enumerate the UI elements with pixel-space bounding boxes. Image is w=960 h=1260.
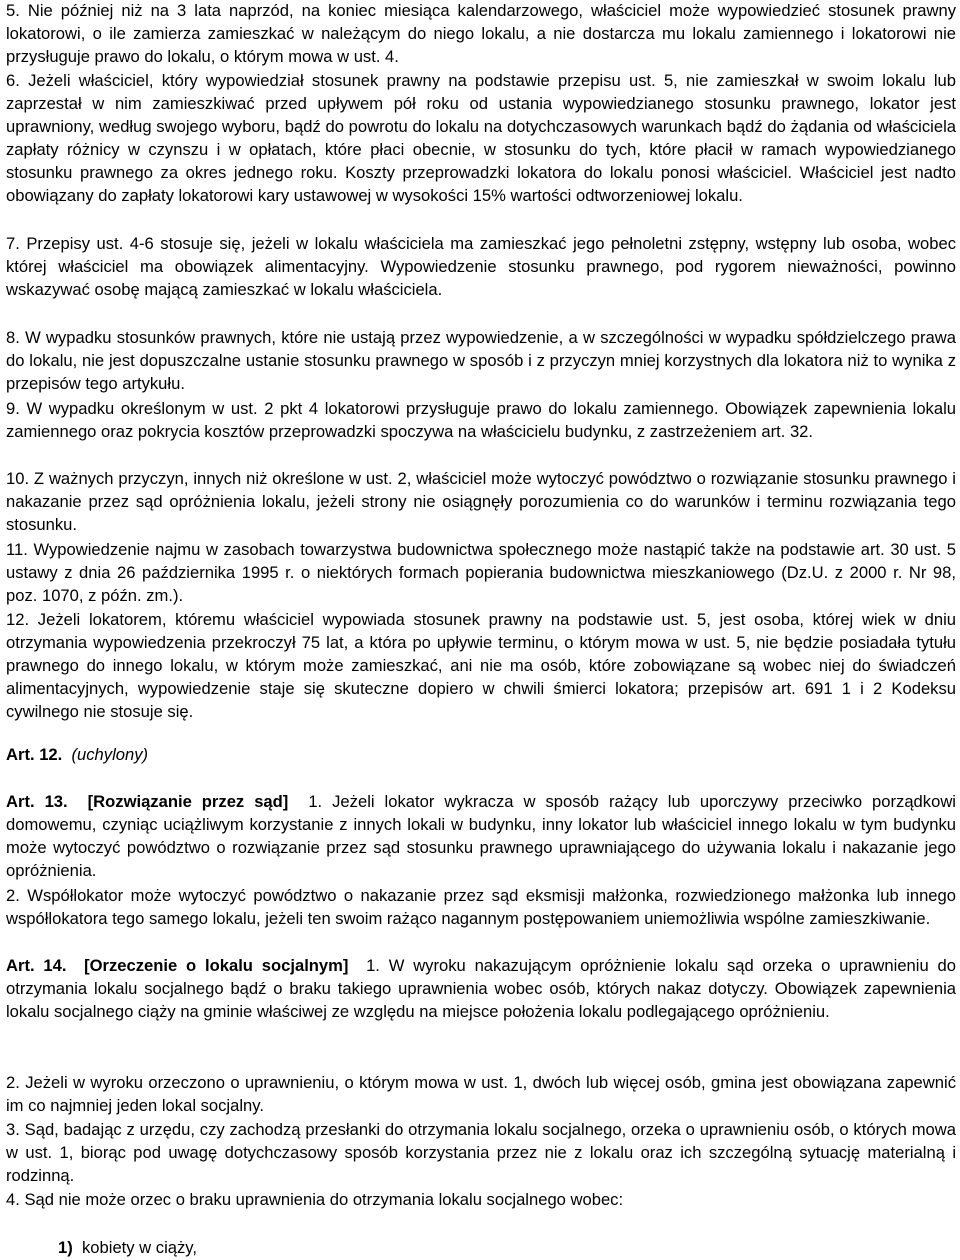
article-12 [6,743,148,766]
paragraph-8: 8. W wypadku stosunków prawnych, które nie ustają przez wypowiedzenie, a w szczególności w wypadku spółdzielczego prawa do lokalu, nie jest dopuszczalne ustanie stosunku prawnego w sposób i z przyczyn mniej korzystnych dla lokatora niż to wynika z przepisów tego artykułu. [6,328,956,393]
paragraph-9: 9. W wypadku określonym w ust. 2 pkt 4 lokatorowi przysługuje prawo do lokalu zamiennego. Obowiązek zapewnienia lokalu zamiennego oraz pokrycia kosztów przeprowadzki spoczywa na właścicielu budynku, z zastrzeżeniem art. 32. [6,399,956,441]
article-14-paragraph-2: 2. Jeżeli w wyroku orzeczono o uprawnieniu, o którym mowa w ust. 1, dwóch lub więcej osób, gmina jest obowiązana zapewnić im co najmniej jeden lokal socjalny. [6,1073,956,1115]
paragraph-6: 6. Jeżeli właściciel, który wypowiedział stosunek prawny na podstawie przepisu ust. 5, nie zamieszkał w swoim lokalu lub zaprzestał w nim zamieszkiwać przed upływem pół roku od ustania wypowiedzianego stosunku prawnego, lokator jest uprawniony, według swojego wyboru, bądź do powrotu do lokalu na dotychczasowych warunkach bądź do żądania od właściciela zapłaty różnicy w czynszu i w opłatach, które płaci obecnie, w stosunku do tych, które płacił w ramach wypowiedzianego stosunku prawnego za okres jednego roku. Koszty przeprowadzki lokatora do lokalu ponosi właściciel. Właściciel jest nadto obowiązany do zapłaty lokatorowi kary ustawowej w wysokości 15% wartości odtworzeniowej lokalu. [6,71,956,205]
article-13-paragraph-1 [6,790,956,882]
article-12-status: (uchylony) [71,745,149,764]
article-13-label: Art. 13. [6,792,68,811]
article-12-label: Art. 12. [6,745,63,764]
article-14-label: Art. 14. [6,956,67,975]
article-14-paragraph-3: 3. Sąd, badając z urzędu, czy zachodzą przesłanki do otrzymania lokalu socjalnego, orzeka o uprawnieniu osób, o których mowa w ust. 1, biorąc pod uwagę dotychczasowy sposób korzystania przez nie z lokalu oraz ich szczególną sytuację materialną i rodzinną. [6,1120,956,1185]
paragraph-7: 7. Przepisy ust. 4-6 stosuje się, jeżeli w lokalu właściciela ma zamieszkać jego pełnoletni zstępny, wstępny lub osoba, wobec której właściciel ma obowiązek alimentacyjny. Wypowiedzenie stosunku prawnego, pod rygorem nieważności, powinno wskazywać osobę mającą zamieszkać w lokalu właściciela. [6,234,956,299]
paragraph-10: 10. Z ważnych przyczyn, innych niż określone w ust. 2, właściciel może wytoczyć powództwo o rozwiązanie stosunku prawnego i nakazanie przez sąd opróżnienia lokalu, jeżeli strony nie osiągnęły porozumienia co do warunków i terminu rozwiązania tego stosunku. [6,469,956,534]
article-14-title: [Orzeczenie o lokalu socjalnym] [84,956,349,975]
article-14-paragraph-1 [6,954,956,1023]
article-14-paragraph-4: 4. Sąd nie może orzec o braku uprawnienia do otrzymania lokalu socjalnego wobec: [6,1190,624,1209]
list-item-text: kobiety w ciąży, [82,1238,197,1257]
article-13-paragraph-2: 2. Współlokator może wytoczyć powództwo o nakazanie przez sąd eksmisji małżonka, rozwiedzionego małżonka lub innego współlokatora tego samego lokalu, jeżeli ten swoim rażąco nagannym postępowaniem uniemożliwia wspólne zamieszkiwanie. [6,886,956,928]
list-item [58,1236,197,1259]
paragraph-12: 12. Jeżeli lokatorem, któremu właściciel wypowiada stosunek prawny na podstawie ust. 5, jest osoba, której wiek w dniu otrzymania wypowiedzenia przekroczył 75 lat, a która po upływie terminu, o którym mowa w ust. 5, nie będzie posiadała tytułu prawnego do innego lokalu, w którym może zamieszkać, ani nie ma osób, które zobowiązane są wobec niej do świadczeń alimentacyjnych, wypowiedzenie staje się skuteczne dopiero w chwili śmierci lokatora; przepisów art. 691 1 i 2 Kodeksu cywilnego nie stosuje się. [6,610,956,721]
article-13-title: [Rozwiązanie przez sąd] [87,792,289,811]
paragraph-5: 5. Nie później niż na 3 lata naprzód, na koniec miesiąca kalendarzowego, właściciel może wypowiedzieć stosunek prawny lokatorowi, o ile zamierza zamieszkać w należącym do niego lokalu, a nie dostarcza mu lokalu zamiennego i lokatorowi nie przysługuje prawo do lokalu, o którym mowa w ust. 4. [6,1,956,66]
article-14-text-1: 1. W wyroku nakazującym opróżnienie lokalu sąd orzeka o uprawnieniu do otrzymania lokalu socjalnego bądź o braku takiego uprawnienia wobec osób, których nakaz dotyczy. Obowiązek zapewnienia lokalu socjalnego ciąży na gminie właściwej ze względu na miejsce położenia lokalu podlegającego opróżnieniu. [6,956,956,1021]
paragraph-11: 11. Wypowiedzenie najmu w zasobach towarzystwa budownictwa społecznego może nastąpić także na podstawie art. 30 ust. 5 ustawy z dnia 26 października 1995 r. o niektórych formach popierania budownictwa mieszkaniowego (Dz.U. z 2000 r. Nr 98, poz. 1070, z późn. zm.). [6,540,956,605]
list-item-number: 1) [58,1238,73,1257]
article-13-text-1: 1. Jeżeli lokator wykracza w sposób rażący lub uporczywy przeciwko porządkowi domowemu, czyniąc uciążliwym korzystanie z innych lokali w budynku, inny lokator lub właściciel innego lokalu w tym budynku może wytoczyć powództwo o rozwiązanie przez sąd stosunku prawnego uprawniającego do używania lokalu i nakazanie jego opróżnienia. [6,792,956,880]
